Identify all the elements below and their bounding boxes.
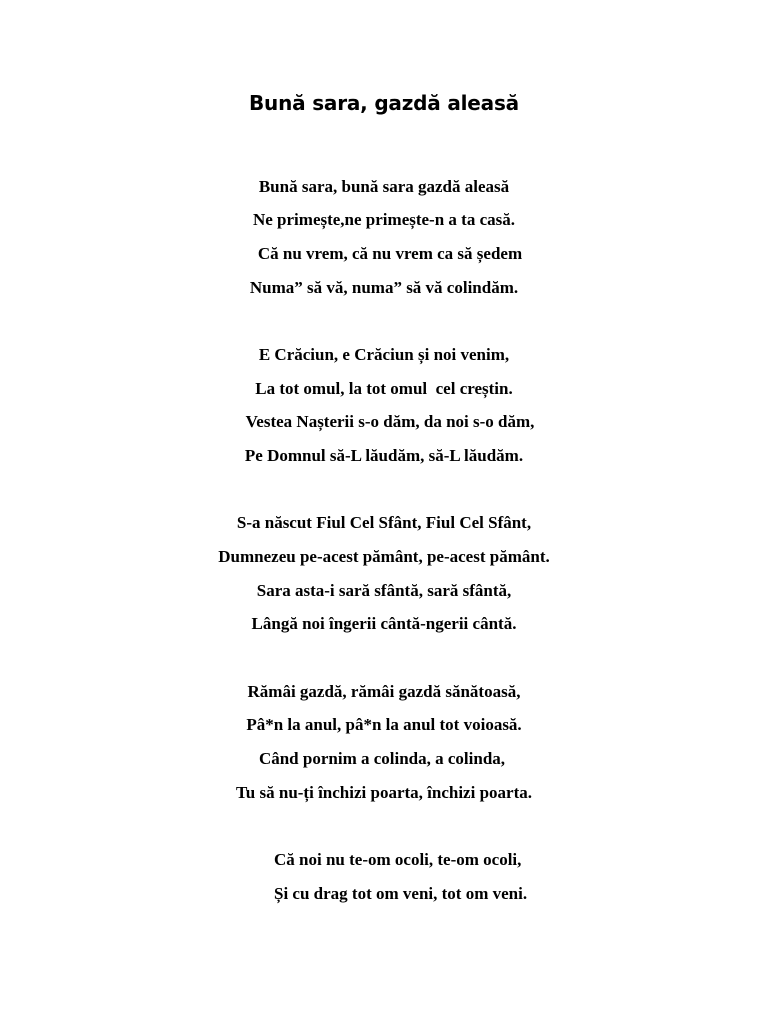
stanza-3-line-2: Dumnezeu pe-acest pământ, pe-acest pământ. [218, 547, 550, 566]
stanza-1-line-4: Numa” să vă, numa” să vă colindăm. [249, 278, 519, 297]
document-title: Bună sara, gazdă aleasă [249, 91, 519, 115]
stanza-4-line-2: Pâ*n la anul, pâ*n la anul tot voioasă. [246, 715, 522, 734]
stanza-1-line-3: Că nu vrem, că nu vrem ca să ședem [257, 244, 523, 263]
stanza-3-line-3: Sara asta-i sară sfântă, sară sfântă, [256, 581, 512, 600]
stanza-2-line-1: E Crăciun, e Crăciun și noi venim, [258, 345, 510, 364]
stanza-5-line-2: Și cu drag tot om veni, tot om veni. [274, 884, 528, 903]
stanza-1-line-1: Bună sara, bună sara gazdă aleasă [258, 177, 510, 196]
stanza-4-line-1: Rămâi gazdă, rămâi gazdă sănătoasă, [247, 682, 521, 701]
stanza-1-line-2: Ne primește,ne primește-n a ta casă. [252, 210, 515, 229]
stanza-3-line-4: Lângă noi îngerii cântă-ngerii cântă. [251, 614, 517, 633]
stanza-4-line-4: Tu să nu-ți închizi poarta, închizi poarta. [236, 783, 532, 802]
stanza-2-line-4: Pe Domnul să-L lăudăm, să-L lăudăm. [244, 446, 524, 465]
stanza-4-line-3: Când pornim a colinda, a colinda, [258, 749, 506, 768]
stanza-3-line-1: S-a născut Fiul Cel Sfânt, Fiul Cel Sfânt, [236, 513, 532, 532]
stanza-5-line-1: Că noi nu te-om ocoli, te-om ocoli, [274, 850, 522, 869]
stanza-2-line-2: La tot omul, la tot omul cel creștin. [255, 379, 513, 398]
stanza-2-line-3: Vestea Nașterii s-o dăm, da noi s-o dăm, [245, 412, 535, 431]
